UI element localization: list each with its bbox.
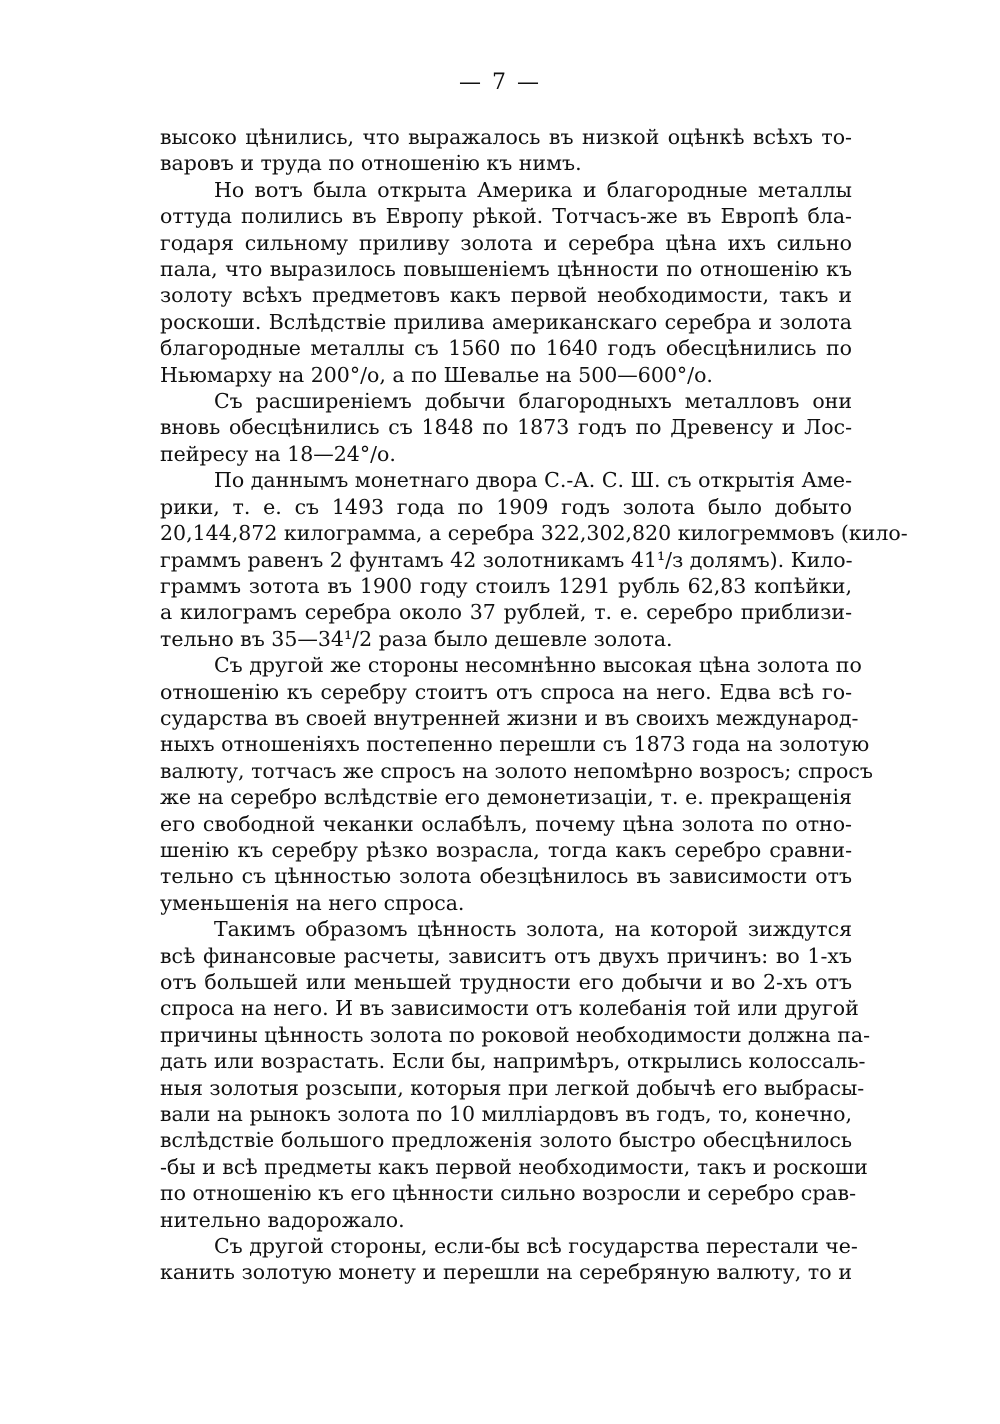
text-line: ныхъ отношеніяхъ постепенно перешли съ 1873 года на золотую: [160, 732, 870, 757]
text-line: спроса на него. И въ зависимости отъ колебанія той или другой: [160, 996, 859, 1021]
text-line: всѣ финансовые расчеты, зависитъ отъ двухъ причинъ: во 1-хъ: [160, 943, 852, 968]
text-line: а килограмъ серебра около 37 рублей, т. е. серебро приблизи-: [160, 600, 852, 625]
text-line: отъ большей или меньшей трудности его добычи и во 2-хъ отъ: [160, 970, 852, 994]
text-line: Съ другой стороны, если-бы всѣ государства перестали че-: [214, 1234, 858, 1259]
text-line: граммъ зотота въ 1900 году стоилъ 1291 рубль 62,83 копѣйки,: [160, 573, 852, 598]
text-line: отношенію къ серебру стоитъ отъ спроса на него. Едва всѣ го-: [160, 679, 852, 704]
text-line: Съ другой же стороны несомнѣнно высокая цѣна золота по: [214, 653, 862, 678]
paragraph: [160, 652, 873, 916]
text-line: сударства въ своей внутренней жизни и въ своихъ международ-: [160, 705, 859, 730]
text-line: ныя золотыя розсыпи, которыя при легкой добычѣ его выбрасы-: [160, 1075, 865, 1100]
paragraph: [160, 467, 908, 652]
text-line: Но вотъ была открыта Америка и благородные металлы: [214, 177, 852, 202]
text-line: граммъ равенъ 2 фунтамъ 42 золотникамъ 41¹/з долямъ). Кило-: [160, 547, 853, 572]
text-line: тельно съ цѣнностью золота обезцѣнилось въ зависимости отъ: [160, 864, 852, 889]
text-line: по отношенію къ его цѣнности сильно возросли и серебро срав-: [160, 1181, 857, 1206]
paragraph: [160, 1233, 858, 1286]
text-line: Съ расширеніемъ добычи благородныхъ металловъ они: [214, 389, 852, 414]
text-line: Такимъ образомъ цѣнность золота, на которой зиждутся: [214, 917, 852, 942]
body-text: [160, 124, 908, 1286]
text-line: Ньюмарху на 200°/о, а по Шевалье на 500—600°/о.: [160, 362, 713, 387]
text-line: пейресу на 18—24°/о.: [160, 441, 396, 466]
paragraph: [160, 124, 852, 177]
text-line: По даннымъ монетнаго двора С.-А. С. Ш. съ открытія Аме-: [214, 468, 852, 493]
text-line: дать или возрастать. Если бы, напримѣръ, открылись колоссаль-: [160, 1049, 866, 1074]
text-line: же на серебро вслѣдствіе его демонетизаціи, т. е. прекращенія: [160, 785, 852, 810]
text-line: высоко цѣнились, что выражалось въ низкой оцѣнкѣ всѣхъ то-: [160, 125, 852, 149]
text-line: пала, что выразилось повышеніемъ цѣнности по отношенію къ: [160, 257, 852, 282]
text-line: оттуда полились въ Европу рѣкой. Тотчасъ-же въ Европѣ бла-: [160, 204, 852, 229]
paragraph: [160, 177, 852, 388]
text-line: валюту, тотчасъ же спросъ на золото непомѣрно возросъ; спросъ: [160, 758, 873, 783]
text-line: канить золотую монету и перешли на серебряную валюту, то и: [160, 1260, 852, 1285]
text-line: рики, т. е. съ 1493 года по 1909 годъ золота было добыто: [160, 494, 852, 519]
text-line: 20,144,872 килограмма, а серебра 322,302,820 килогреммовъ (кило-: [160, 521, 908, 546]
text-line: шенію къ серебру рѣзко возрасла, тогда какъ серебро сравни-: [160, 837, 852, 862]
text-line: роскоши. Вслѣдствіе прилива американскаго серебра и золота: [160, 309, 852, 334]
text-line: благородные металлы съ 1560 по 1640 годъ обесцѣнились по: [160, 336, 852, 361]
text-line: тельно въ 35—34¹/2 раза было дешевле золота.: [160, 626, 673, 651]
text-line: нительно вадорожало.: [160, 1207, 405, 1232]
text-line: годаря сильному приливу золота и серебра цѣна ихъ сильно: [160, 230, 852, 255]
paragraph: [160, 388, 852, 467]
text-line: вновь обесцѣнились съ 1848 по 1873 годъ по Древенсу и Лос-: [160, 415, 852, 440]
paragraph: [160, 916, 871, 1233]
text-line: причины цѣнность золота по роковой необходимости должна па-: [160, 1022, 871, 1047]
text-line: вали на рынокъ золота по 10 милліардовъ въ годъ, то, конечно,: [160, 1102, 852, 1127]
text-line: уменьшенія на него спроса.: [160, 890, 465, 915]
text-line: вслѣдствіе большого предложенія золото быстро обесцѣнилось: [160, 1128, 852, 1153]
text-line: варовъ и труда по отношенію къ нимъ.: [160, 151, 582, 176]
text-line: -бы и всѣ предметы какъ первой необходимости, такъ и роскоши: [160, 1154, 868, 1179]
page-number: — 7 —: [459, 70, 541, 95]
text-line: золоту всѣхъ предметовъ какъ первой необходимости, такъ и: [160, 283, 852, 308]
text-line: его свободной чеканки ослабѣлъ, почему цѣна золота по отно-: [160, 811, 852, 836]
